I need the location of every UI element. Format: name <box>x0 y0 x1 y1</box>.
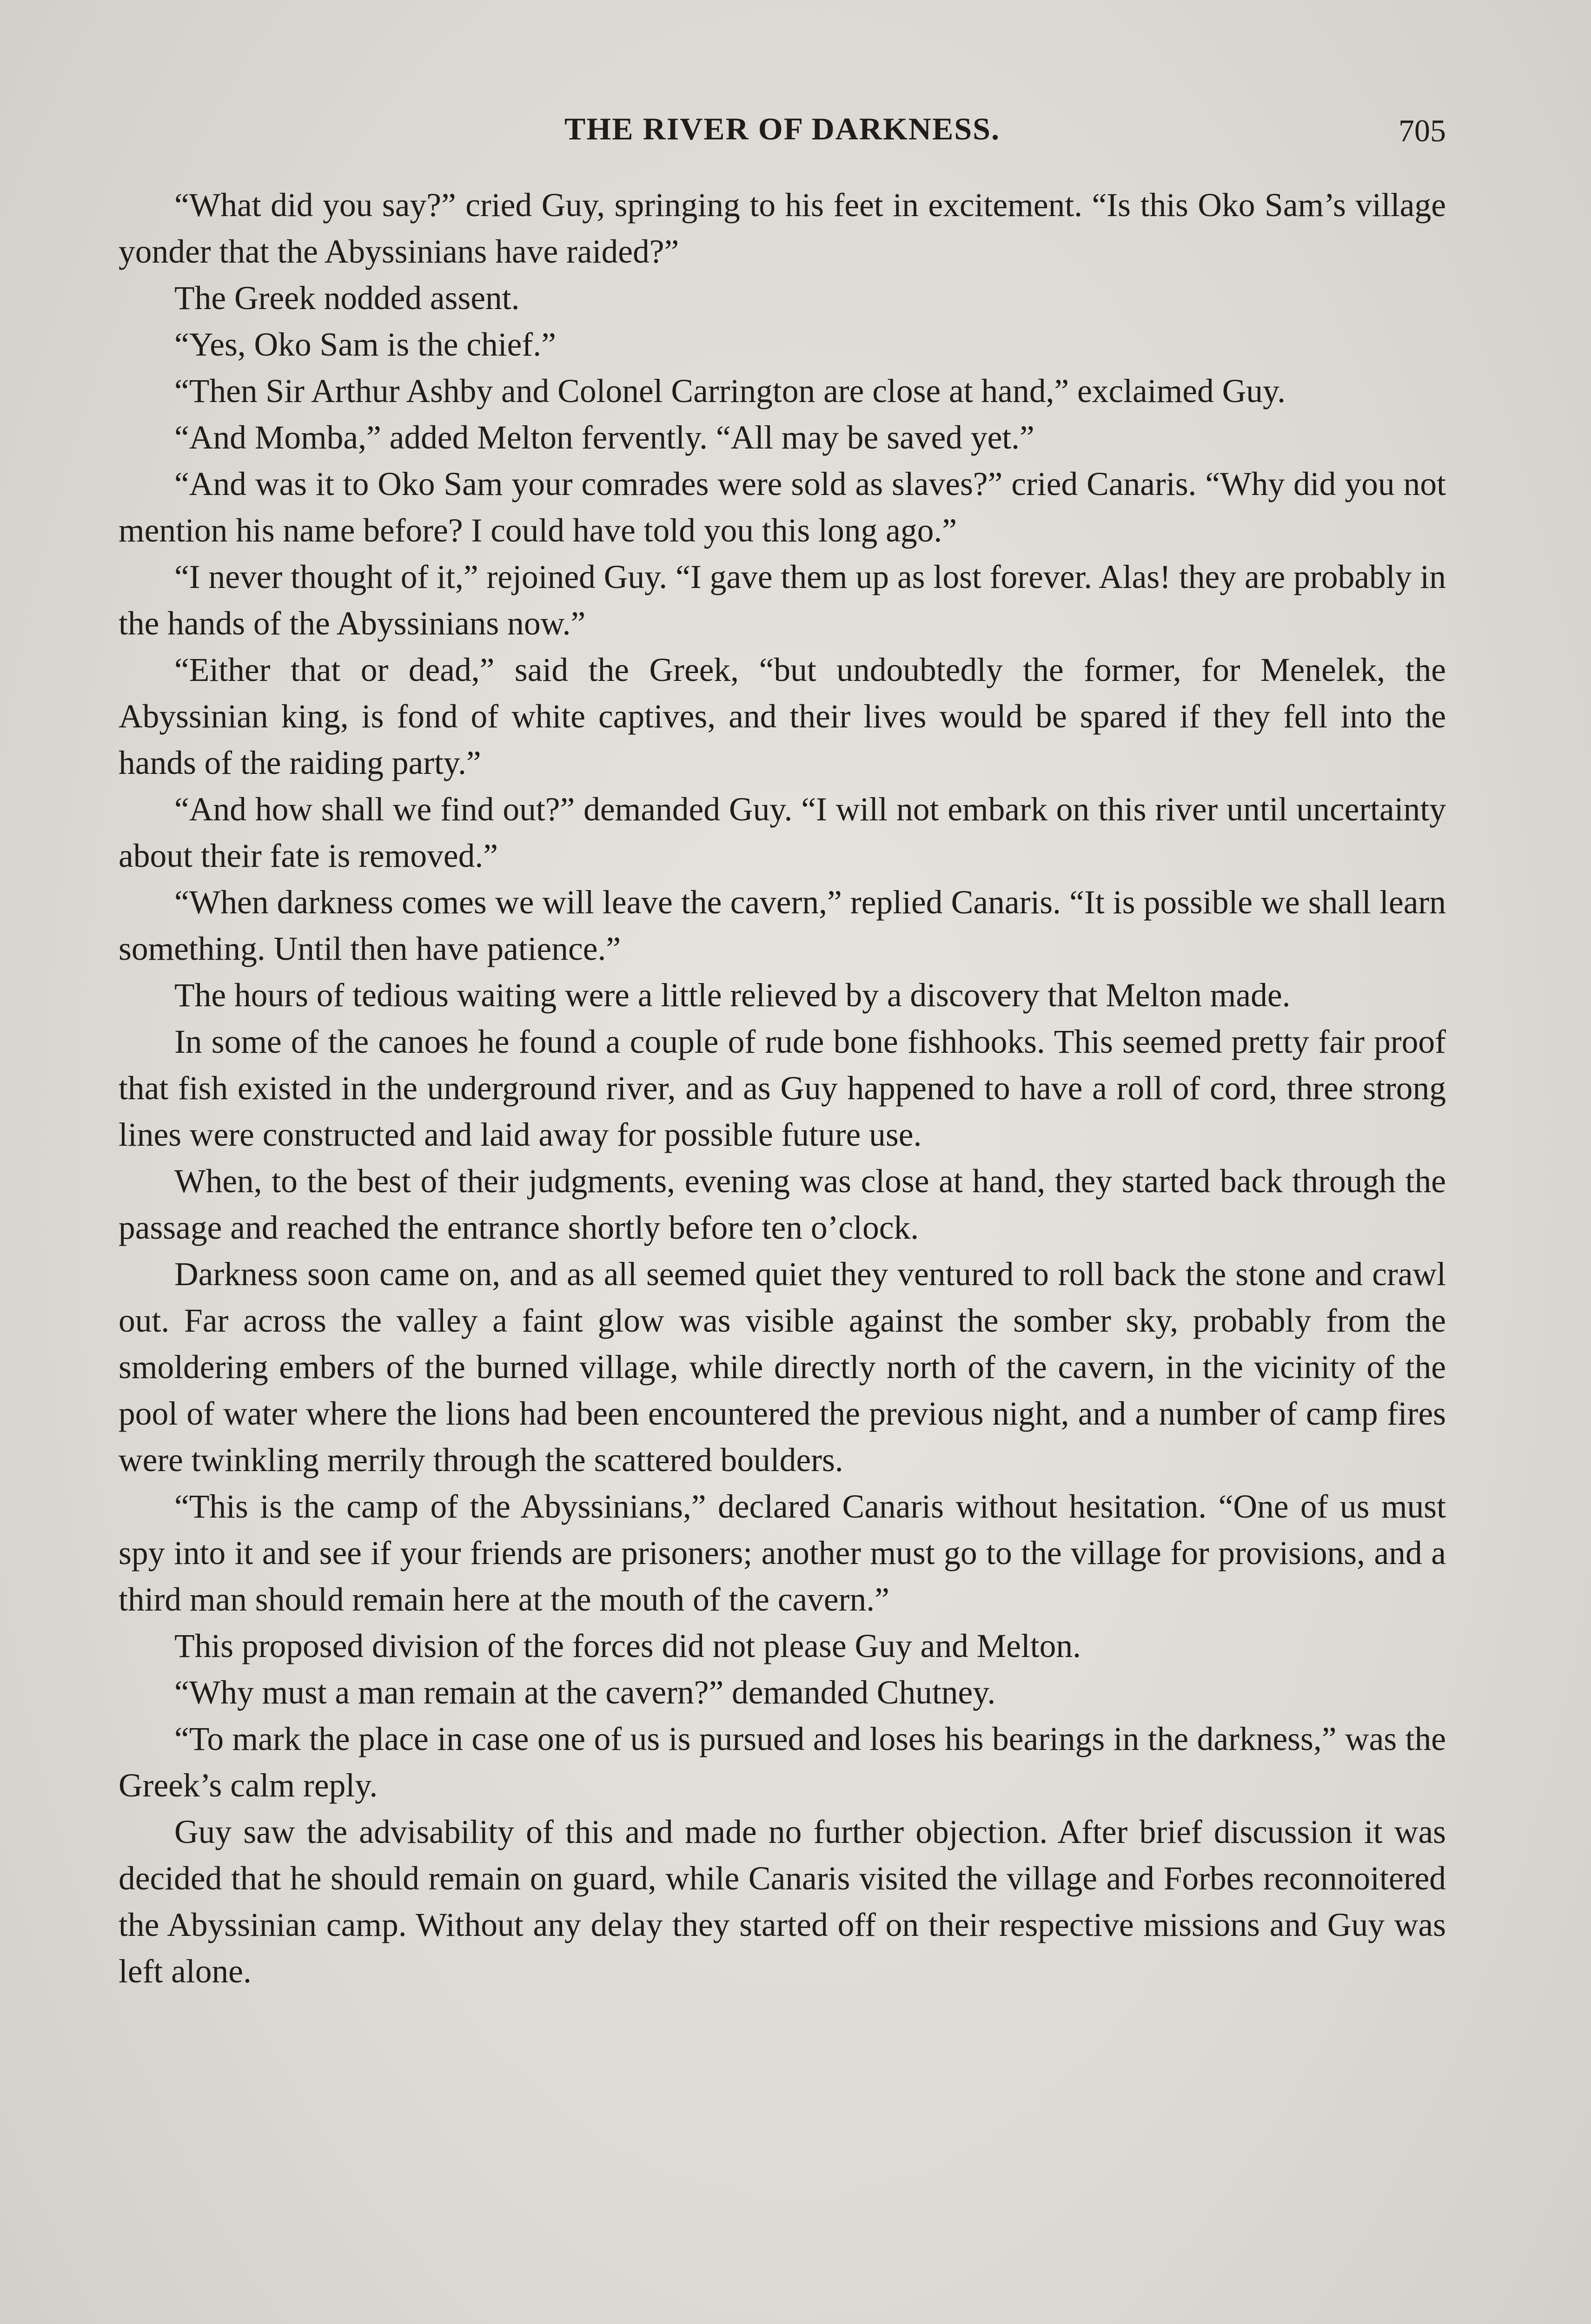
paragraph: The Greek nodded assent. <box>174 280 520 317</box>
paragraph: “And how shall we find out?” demanded Guy. “I will not embark on this river until uncertainty about their fate is removed.” <box>119 791 1446 874</box>
running-title: THE RIVER OF DARKNESS. <box>564 111 1000 146</box>
paragraph: “This is the camp of the Abyssinians,” declared Canaris without hesitation. “One of us must spy into it and see if your friends are prisoners; another must go to the village for provisions, and a third man should remain here at the mouth of the cavern.” <box>119 1488 1446 1618</box>
paragraph: “Then Sir Arthur Ashby and Colonel Carrington are close at hand,” exclaimed Guy. <box>174 373 1286 409</box>
paragraph: “And was it to Oko Sam your comrades were sold as slaves?” cried Canaris. “Why did you not mention his name before? I could have told you this long ago.” <box>119 466 1446 549</box>
paragraph: When, to the best of their judgments, evening was close at hand, they started back through the passage and reached the entrance shortly before ten o’clock. <box>119 1163 1446 1246</box>
paragraph: In some of the canoes he found a couple of rude bone fishhooks. This seemed pretty fair proof that fish existed in the underground river, and as Guy happened to have a roll of cord, three strong lines were constructed and laid away for possible future use. <box>119 1023 1446 1153</box>
paragraph: This proposed division of the forces did not please Guy and Melton. <box>174 1628 1081 1664</box>
paragraph: “What did you say?” cried Guy, springing to his feet in excitement. “Is this Oko Sam’s village yonder that the Abyssinians have raided?” <box>119 187 1446 270</box>
paragraph: “When darkness comes we will leave the cavern,” replied Canaris. “It is possible we shall learn something. Until then have patience.” <box>119 884 1446 967</box>
paragraph: “To mark the place in case one of us is pursued and loses his bearings in the darkness,” was the Greek’s calm reply. <box>119 1721 1446 1804</box>
paragraph: “Either that or dead,” said the Greek, “but undoubtedly the former, for Menelek, the Abyssinian king, is fond of white captives, and their lives would be spared if they fell into the hands of the raiding party.” <box>119 652 1446 781</box>
body-text <box>119 182 1446 1995</box>
paragraph: The hours of tedious waiting were a little relieved by a discovery that Melton made. <box>174 977 1291 1014</box>
paragraph: Darkness soon came on, and as all seemed quiet they ventured to roll back the stone and crawl out. Far across the valley a faint glow was visible against the somber sky, probably from the smoldering embers of the burned village, while directly north of the cavern, in the vicinity of the pool of water where the lions had been encountered the previous night, and a number of camp fires were twinkling merrily through the scattered boulders. <box>119 1256 1446 1479</box>
page-number: 705 <box>1399 113 1446 148</box>
paragraph: “Yes, Oko Sam is the chief.” <box>174 326 556 363</box>
paragraph: “And Momba,” added Melton fervently. “All may be saved yet.” <box>174 419 1034 456</box>
page-header <box>119 111 1446 152</box>
paragraph: “I never thought of it,” rejoined Guy. “I gave them up as lost forever. Alas! they are probably in the hands of the Abyssinians now.” <box>119 559 1446 642</box>
paragraph: “Why must a man remain at the cavern?” demanded Chutney. <box>174 1674 996 1711</box>
paragraph: Guy saw the advisability of this and made no further objection. After brief discussion it was decided that he should remain on guard, while Canaris visited the village and Forbes reconnoitered the Abyssinian camp. Without any delay they started off on their respective missions and Guy was left alone. <box>119 1814 1446 1990</box>
